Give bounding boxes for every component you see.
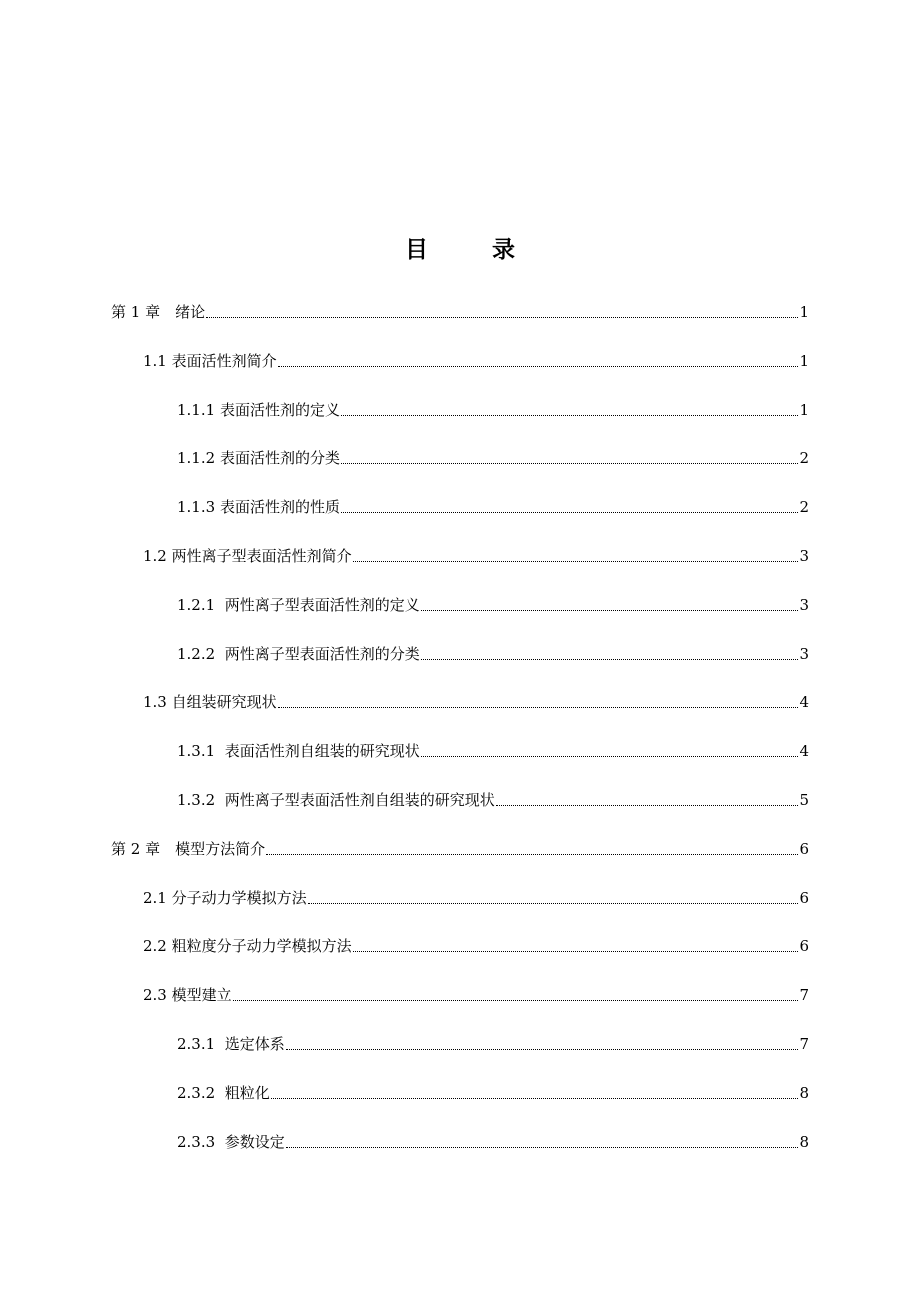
- toc-entry-number: 第 2 章: [111, 839, 161, 858]
- dot-leader: [278, 366, 799, 367]
- toc-entry-number: 2.1: [143, 888, 167, 907]
- toc-entry-separator: [160, 837, 175, 861]
- toc-entry-text: 参数设定: [224, 1132, 285, 1151]
- dot-leader: [341, 415, 798, 416]
- toc-entry-text: 两性离子型表面活性剂的定义: [224, 595, 420, 614]
- toc-entry-number: 第 1 章: [111, 303, 161, 321]
- toc-entry-separator: [160, 300, 175, 324]
- toc-entry-page-number: 6: [799, 937, 809, 956]
- toc-entry[interactable]: [111, 821, 809, 861]
- toc-entry[interactable]: [143, 528, 809, 568]
- dot-leader: [206, 317, 798, 318]
- toc-entry-number: 1.3.2: [177, 791, 216, 809]
- toc-entry-page-number: 5: [799, 791, 809, 809]
- toc-entry-separator: [215, 1130, 225, 1154]
- toc-entry-text: 两性离子型表面活性剂简介: [171, 547, 352, 565]
- dot-leader: [286, 1147, 799, 1148]
- toc-entry-number: 1.2: [143, 547, 167, 565]
- toc-entry[interactable]: [177, 1065, 809, 1105]
- dot-leader: [233, 1000, 799, 1001]
- toc-entry-page-number: 3: [799, 547, 809, 565]
- toc-entry-page-number: 3: [799, 595, 809, 614]
- toc-entry[interactable]: [111, 284, 809, 324]
- toc-entry[interactable]: [143, 967, 809, 1007]
- toc-entry-text: 绪论: [175, 303, 206, 321]
- toc-entry-number: 1.2.1: [177, 595, 216, 614]
- toc-entry-text: 分子动力学模拟方法: [171, 888, 307, 907]
- dot-leader: [271, 1098, 799, 1099]
- dot-leader: [421, 659, 799, 660]
- toc-entry-text: 表面活性剂简介: [171, 351, 277, 370]
- toc-entry-number: 1.1.3: [177, 498, 216, 517]
- toc-entry[interactable]: [177, 626, 809, 666]
- toc-entry-text: 表面活性剂的定义: [219, 400, 340, 419]
- toc-entry-number: 1.3.1: [177, 742, 216, 761]
- toc-entry-page-number: 7: [799, 1035, 809, 1053]
- toc-entry[interactable]: [177, 430, 809, 470]
- toc-entry-separator: [215, 788, 225, 812]
- toc-entry-text: 自组装研究现状: [171, 693, 277, 712]
- toc-entry-number: 2.3.3: [177, 1132, 216, 1151]
- toc-entry-separator: [215, 593, 225, 617]
- toc-entry-page-number: 8: [799, 1132, 809, 1151]
- dot-leader: [286, 1049, 799, 1050]
- toc-entry-page-number: 8: [799, 1083, 809, 1102]
- toc-entry-page-number: 1: [799, 351, 809, 370]
- toc-entry-text: 两性离子型表面活性剂自组装的研究现状: [224, 791, 495, 809]
- toc-entry-page-number: 2: [799, 498, 809, 517]
- toc-entry-text: 表面活性剂的性质: [219, 498, 340, 517]
- toc-entry-number: 1.1.1: [177, 400, 216, 419]
- toc-entry[interactable]: [143, 870, 809, 910]
- dot-leader: [341, 512, 798, 513]
- toc-entry-separator: [215, 739, 225, 763]
- dot-leader: [266, 854, 798, 855]
- dot-leader: [353, 561, 799, 562]
- toc-entry[interactable]: [143, 918, 809, 958]
- toc-entry-text: 模型建立: [171, 986, 232, 1005]
- toc-entry-page-number: 3: [799, 644, 809, 663]
- toc-entry-number: 1.1: [143, 351, 167, 370]
- toc-entry-number: 2.3.1: [177, 1035, 216, 1053]
- toc-entry[interactable]: [143, 333, 809, 373]
- toc-entry[interactable]: [177, 577, 809, 617]
- toc-entry-page-number: 7: [799, 986, 809, 1005]
- dot-leader: [341, 463, 798, 464]
- toc-entry-text: 选定体系: [224, 1035, 285, 1053]
- toc-entry-text: 模型方法简介: [175, 839, 266, 858]
- toc-entry-page-number: 4: [799, 742, 809, 761]
- toc-entry-text: 粗粒度分子动力学模拟方法: [171, 937, 352, 956]
- dot-leader: [308, 903, 799, 904]
- toc-entry-page-number: 6: [799, 839, 809, 858]
- toc-entry-text: 两性离子型表面活性剂的分类: [224, 644, 420, 663]
- toc-entry-page-number: 1: [799, 303, 809, 321]
- toc-entry-separator: [215, 642, 225, 666]
- toc-entry[interactable]: [177, 382, 809, 422]
- toc-entry-page-number: 1: [799, 400, 809, 419]
- toc-entry-number: 1.3: [143, 693, 167, 712]
- toc-entry[interactable]: [143, 674, 809, 714]
- toc-entry-text: 表面活性剂的分类: [219, 449, 340, 468]
- toc-entry-number: 1.2.2: [177, 644, 216, 663]
- toc-entry-number: 2.2: [143, 937, 167, 956]
- toc-entry-number: 2.3: [143, 986, 167, 1005]
- dot-leader: [421, 756, 799, 757]
- toc-entry-page-number: 2: [799, 449, 809, 468]
- toc-entry-text: 表面活性剂自组装的研究现状: [224, 742, 420, 761]
- toc-entry[interactable]: [177, 479, 809, 519]
- toc-entry-text: 粗粒化: [224, 1083, 270, 1102]
- toc-entry-page-number: 4: [799, 693, 809, 712]
- dot-leader: [496, 805, 799, 806]
- toc-title: 目 录: [404, 237, 543, 263]
- toc-entry-separator: [215, 1032, 225, 1056]
- toc-entry-separator: [215, 1081, 225, 1105]
- toc-entry[interactable]: [177, 1114, 809, 1154]
- toc-entry-number: 2.3.2: [177, 1083, 216, 1102]
- toc-entry[interactable]: [177, 1016, 809, 1056]
- toc-entry[interactable]: [177, 723, 809, 763]
- dot-leader: [278, 707, 799, 708]
- toc-entry[interactable]: [177, 772, 809, 812]
- dot-leader: [353, 951, 799, 952]
- toc-entry-number: 1.1.2: [177, 449, 216, 468]
- dot-leader: [421, 610, 799, 611]
- toc-entry-page-number: 6: [799, 888, 809, 907]
